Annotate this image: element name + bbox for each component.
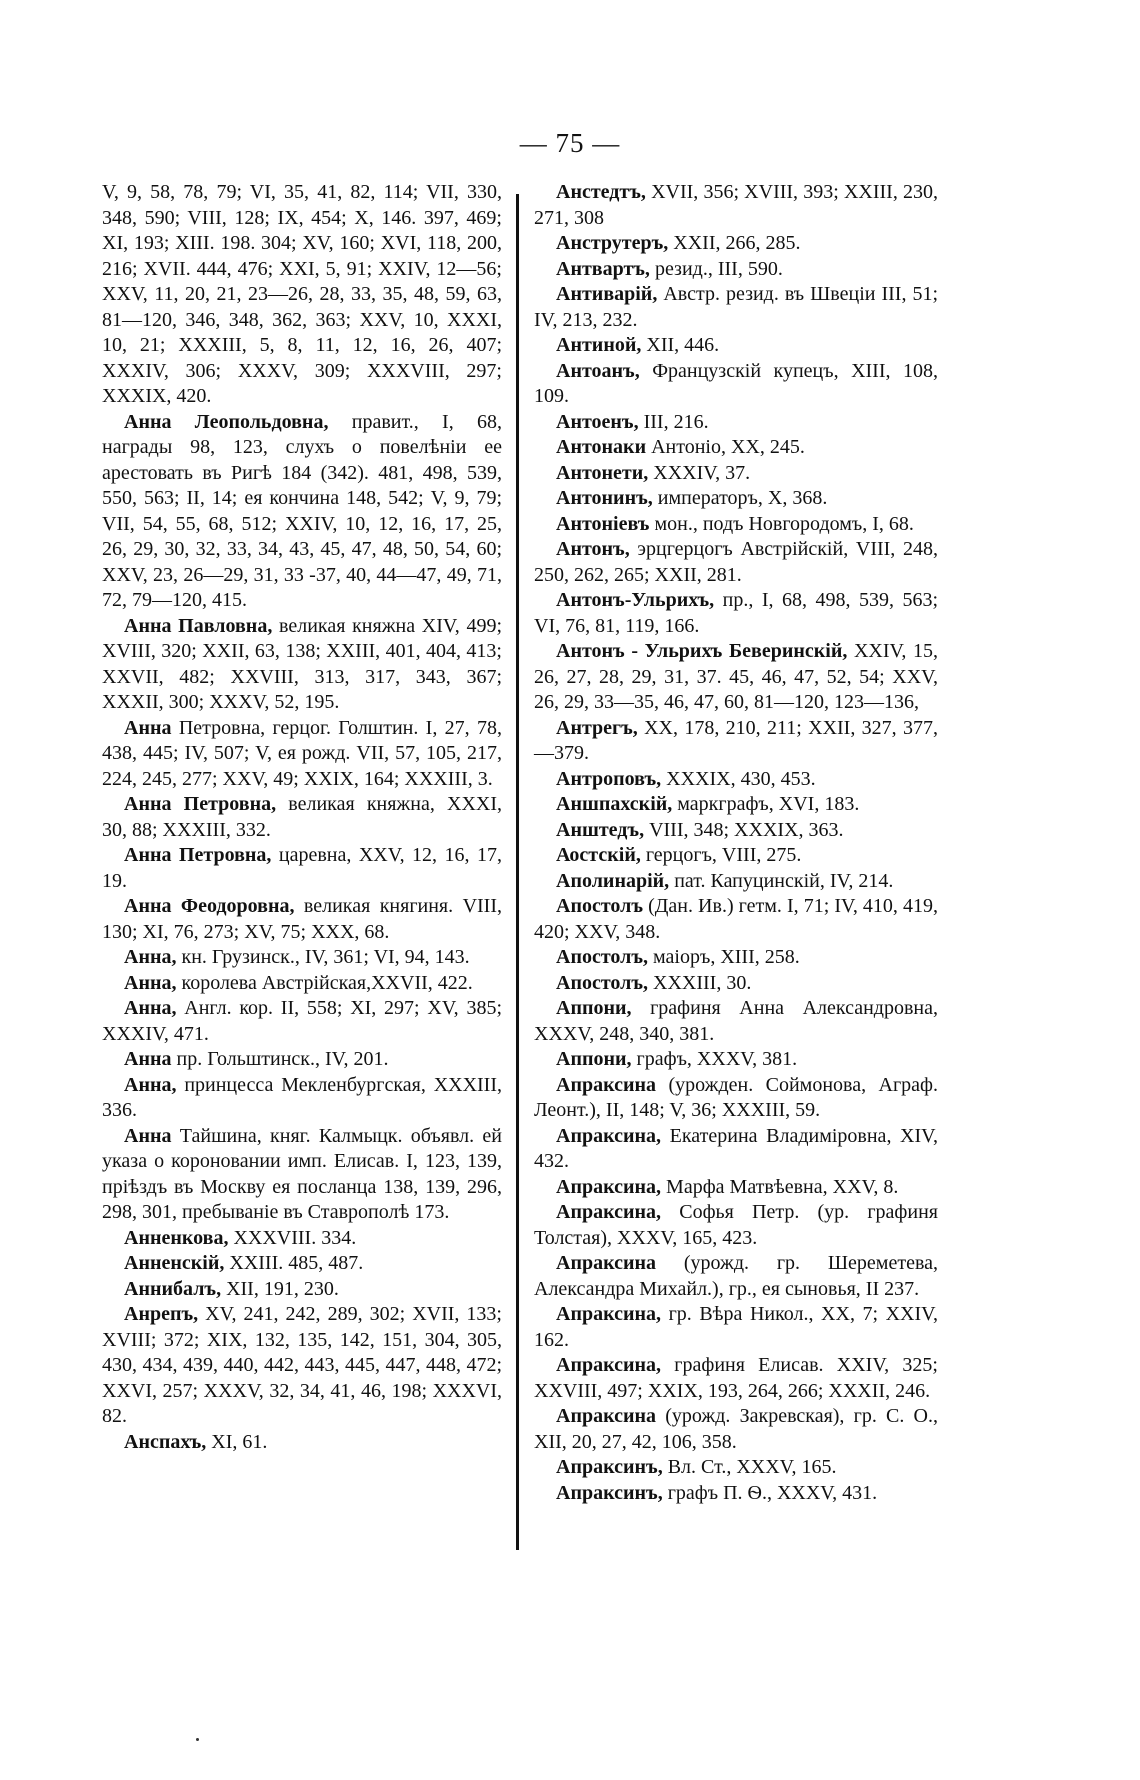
entry-headword: Аншпахскій, (556, 793, 673, 815)
entry-text: XI, 61. (206, 1430, 268, 1453)
entry-headword: Анна (124, 716, 172, 739)
entry-headword: Апраксина, (556, 1201, 662, 1223)
index-column-right (534, 180, 938, 1506)
index-entry (102, 1277, 502, 1303)
index-entry (534, 996, 938, 1047)
entry-text: маіоръ, XIII, 258. (648, 946, 800, 968)
index-entry (534, 180, 938, 231)
entry-headword: Анна (124, 1048, 172, 1070)
entry-text: пр., I, 68, 498, 539, 563; VI, 76, 81, 119, 166. (534, 589, 938, 637)
index-entry (102, 1430, 502, 1456)
entry-headword: Апраксина, (556, 1303, 662, 1325)
entry-headword: Антоенъ, (556, 410, 639, 433)
entry-headword: Анна Павловна, (124, 614, 273, 637)
entry-headword: Аостскій, (556, 844, 641, 866)
entry-text: королева Австрійская,XXVII, 422. (176, 971, 473, 994)
index-entry (534, 1124, 938, 1175)
entry-text: VIII, 348; XXXIX, 363. (644, 818, 844, 841)
entry-text: XXXIII, 30. (648, 971, 752, 994)
entry-text: XII, 446. (641, 334, 720, 356)
index-entry (102, 1073, 502, 1124)
index-entry (102, 410, 502, 614)
entry-headword: Антрегъ, (556, 716, 638, 739)
entry-headword: Анна, (124, 971, 177, 994)
entry-text: Австр. резид. въ Швеціи III, 51; IV, 213, 232. (534, 283, 938, 331)
index-entry (534, 894, 938, 945)
entry-text: графиня Елисав. XXIV, 325; XXVIII, 497; XXIX, 193, 264, 266; XXXII, 246. (534, 1354, 938, 1402)
entry-headword: Анстедтъ, (556, 181, 646, 203)
entry-headword: Антонъ - Ульрихъ Беверинскій, (556, 640, 848, 662)
entry-text: мон., подъ Новгородомъ, I, 68. (649, 512, 914, 535)
index-entry (534, 792, 938, 818)
entry-text: Французскій купецъ, XIII, 108, 109. (534, 359, 938, 407)
entry-text: великая княжна, XXXI, 30, 88; XXXIII, 332. (102, 793, 502, 841)
index-entry (102, 996, 502, 1047)
entry-text: графиня Анна Александровна, XXXV, 248, 340, 381. (534, 997, 938, 1045)
index-entry (102, 180, 502, 410)
index-entry (102, 1302, 502, 1430)
index-entry (534, 537, 938, 588)
entry-text: Марфа Матвѣевна, XXV, 8. (661, 1175, 899, 1198)
entry-headword: Аппони, (556, 1048, 632, 1070)
index-entry (534, 231, 938, 257)
entry-headword: Антвартъ, (556, 257, 650, 280)
entry-text: великая княгиня. VIII, 130; XI, 76, 273; XV, 75; XXX, 68. (102, 895, 502, 943)
index-entry (534, 1047, 938, 1073)
entry-text: маркграфъ, XVI, 183. (672, 793, 860, 815)
scan-speck (196, 1738, 199, 1741)
index-column-left (102, 180, 502, 1455)
index-entry (102, 894, 502, 945)
entry-text: XV, 241, 242, 289, 302; XVII, 133; XVIII; 372; XIX, 132, 135, 142, 151, 304, 305, 430, 434, 439, 440, 442, 443, 445, 447, 448, 472; XXVI, 257; XXXV, 32, 34, 41, 46, 198; XXXVI, 82. (102, 1303, 502, 1427)
entry-headword: Анна, (124, 997, 177, 1019)
index-entry (102, 843, 502, 894)
entry-text: великая княжна XIV, 499; XVIII, 320; XXII, 63, 138; XXIII, 401, 404, 413; XXVII, 482; XXVIII, 313, 317, 343, 367; XXXII, 300; XXXV, 52, 195. (102, 614, 502, 713)
entry-headword: Анспахъ, (124, 1430, 207, 1453)
index-entry (534, 716, 938, 767)
entry-text: правит., I, 68, награды 98, 123, слухъ о повелѣніи ее арестовать въ Ригѣ 184 (342). 481, 498, 539, 550, 563; II, 14; ея кончина 148, 542; V, 9, 79; VII, 54, 55, 68, 512; XXIV, 10, 12, 16, 17, 25, 26, 29, 30, 32, 33, 34, 43, 45, 47, 48, 50, 54, 60; XXV, 23, 26—29, 31, 33 -37, 40, 44—47, 49, 71, 72, 79—120, 415. (102, 410, 503, 611)
index-entry (102, 614, 502, 716)
entry-text: принцесса Мекленбургская, XXXIII, 336. (102, 1073, 502, 1121)
entry-text: XXXIV, 37. (648, 461, 751, 484)
entry-text: пат. Капуцинскій, IV, 214. (669, 869, 894, 892)
entry-text: резид., III, 590. (649, 257, 783, 280)
index-entry (534, 639, 938, 716)
entry-text: Антоніо, XX, 245. (646, 436, 805, 458)
entry-text: Екатерина Владиміровна, XIV, 432. (534, 1124, 938, 1172)
entry-headword: Антонаки (556, 436, 647, 458)
index-entry (534, 486, 938, 512)
entry-headword: Антонъ-Ульрихъ, (556, 589, 715, 611)
index-entry (534, 333, 938, 359)
entry-text: пр. Гольштинск., IV, 201. (171, 1048, 389, 1070)
index-entry (534, 282, 938, 333)
entry-headword: Анна, (124, 946, 177, 968)
entry-headword: Анна Петровна, (124, 793, 277, 815)
index-entry (102, 1047, 502, 1073)
entry-headword: Анна Леопольдовна, (124, 410, 329, 433)
entry-text: XVII, 356; XVIII, 393; XXIII, 230, 271, 308 (534, 181, 938, 229)
index-entry (534, 257, 938, 283)
entry-headword: Апраксинъ, (556, 1456, 663, 1478)
entry-headword: Апраксинъ, (556, 1481, 663, 1504)
entry-headword: Аннибалъ, (124, 1277, 222, 1300)
entry-text: Петровна, герцог. Голштин. I, 27, 78, 438, 445; IV, 507; V, ея рожд. VII, 57, 105, 217, 224, 245, 277; XXV, 49; XXIX, 164; XXXIII, 3. (102, 716, 502, 790)
entry-text: Вл. Ст., XXXV, 165. (662, 1456, 837, 1478)
entry-headword: Апраксина, (556, 1124, 662, 1147)
entry-text: герцогъ, VIII, 275. (640, 844, 802, 866)
entry-headword: Антонети, (556, 461, 649, 484)
entry-headword: Анна, (124, 1073, 177, 1096)
entry-headword: Апраксина (556, 1405, 657, 1427)
index-entry (102, 792, 502, 843)
index-entry (102, 1226, 502, 1252)
index-entry (102, 945, 502, 971)
column-divider (516, 194, 519, 1550)
index-entry (534, 410, 938, 436)
entry-text: кн. Грузинск., IV, 361; VI, 94, 143. (176, 946, 470, 968)
index-entry (102, 1124, 502, 1226)
entry-headword: Анштедъ, (556, 818, 645, 841)
entry-headword: Апраксина, (556, 1354, 662, 1376)
entry-text: XXIV, 15, 26, 27, 28, 29, 31, 37. 45, 46, 47, 52, 54; XXV, 26, 29, 33—35, 46, 47, 60, 81—120, 123—136, (534, 640, 938, 713)
index-entry (534, 1302, 938, 1353)
entry-headword: Антроповъ, (556, 767, 662, 790)
index-entry (534, 1481, 938, 1507)
entry-text: императоръ, X, 368. (652, 487, 828, 509)
entry-text: гр. Вѣра Никол., XX, 7; XXIV, 162. (534, 1303, 938, 1351)
entry-text: (урожд. Закревская), гр. С. О., XII, 20, 27, 42, 106, 358. (534, 1405, 938, 1453)
entry-headword: Анна (124, 1124, 172, 1147)
entry-headword: Антоанъ, (556, 359, 640, 382)
entry-text: графъ, XXXV, 381. (631, 1048, 798, 1070)
entry-text: Англ. кор. II, 558; XI, 297; XV, 385; XXXIV, 471. (102, 997, 502, 1045)
index-entry (534, 945, 938, 971)
entry-headword: Антоніевъ (556, 512, 650, 535)
entry-text: графъ П. Ѳ., XXXV, 431. (662, 1481, 878, 1504)
index-entry (534, 1175, 938, 1201)
index-entry (534, 435, 938, 461)
index-entry (534, 588, 938, 639)
index-entry (534, 1353, 938, 1404)
index-entry (534, 869, 938, 895)
index-entry (534, 1251, 938, 1302)
entry-headword: Анненкова, (124, 1226, 229, 1249)
entry-text: (урожден. Соймонова, Аграф. Леонт.), II, 148; V, 36; XXXIII, 59. (534, 1073, 938, 1121)
entry-text: XXII, 266, 285. (668, 232, 801, 254)
index-entry (534, 1455, 938, 1481)
entry-headword: Апостолъ, (556, 946, 649, 968)
entry-text: царевна, XXV, 12, 16, 17, 19. (102, 844, 502, 892)
entry-text: (урожд. гр. Шереметева, Александра Михайл.), гр., ея сыновья, II 237. (534, 1252, 938, 1300)
entry-text: XXXIX, 430, 453. (661, 767, 816, 790)
index-entry (102, 1251, 502, 1277)
page-number: — 75 — (519, 128, 621, 158)
entry-headword: Антонинъ, (556, 487, 653, 509)
entry-headword: Антиной, (556, 334, 642, 356)
entry-headword: Апостолъ, (556, 971, 649, 994)
index-entry (534, 971, 938, 997)
index-entry (534, 359, 938, 410)
index-entry (534, 1404, 938, 1455)
entry-headword: Аполинарій, (556, 869, 670, 892)
index-entry (534, 461, 938, 487)
entry-headword: Аппони, (556, 997, 632, 1019)
entry-text: XII, 191, 230. (221, 1277, 339, 1300)
entry-headword: Анненскій, (124, 1252, 225, 1274)
index-entry (534, 512, 938, 538)
entry-text: Тайшина, княг. Калмыцк. объявл. ей указа о короновании имп. Елисав. I, 123, 139, пріѣздъ въ Москву ея посланца 138, 139, 296, 298, 301, пребываніе въ Ставрополѣ 173. (102, 1124, 502, 1223)
entry-text: XX, 178, 210, 211; XXII, 327, 377,—379. (534, 716, 938, 764)
entry-headword: Анрепъ, (124, 1303, 199, 1325)
index-entry (534, 818, 938, 844)
entry-text: III, 216. (638, 410, 709, 433)
index-entry (534, 767, 938, 793)
entry-text: XXIII. 485, 487. (224, 1252, 364, 1274)
index-entry (102, 716, 502, 793)
entry-text: Софья Петр. (ур. графиня Толстая), XXXV, 165, 423. (534, 1201, 938, 1249)
entry-headword: Антонъ, (556, 538, 630, 560)
entry-headword: Антиварій, (556, 283, 658, 305)
index-entry (534, 1073, 938, 1124)
entry-text: (Дан. Ив.) гетм. I, 71; IV, 410, 419, 420; XXV, 348. (534, 895, 938, 943)
entry-headword: Апостолъ (556, 895, 644, 917)
entry-headword: Апраксина (556, 1073, 657, 1096)
index-entry (534, 843, 938, 869)
entry-text: V, 9, 58, 78, 79; VI, 35, 41, 82, 114; VII, 330, 348, 590; VIII, 128; IX, 454; X, 146. 397, 469; XI, 193; XIII. 198. 304; XV, 160; XVI, 118, 200, 216; XVII. 444, 476; XXI, 5, 91; XXIV, 12—56; XXV, 11, 20, 21, 23—26, 28, 33, 35, 48, 59, 63, 81—120, 346, 348, 362, 363; XXV, 10, XXXI, 10, 21; XXXIII, 5, 8, 11, 12, 16, 26, 407; XXXIV, 306; XXXV, 309; XXXVIII, 297; XXXIX, 420. (102, 181, 502, 407)
entry-headword: Анструтеръ, (556, 232, 669, 254)
entry-headword: Апраксина, (556, 1175, 662, 1198)
index-entry (102, 971, 502, 997)
entry-headword: Анна Феодоровна, (124, 895, 295, 917)
index-entry (534, 1200, 938, 1251)
entry-headword: Анна Петровна, (124, 844, 272, 866)
entry-headword: Апраксина (556, 1252, 657, 1274)
entry-text: XXXVIII. 334. (228, 1226, 357, 1249)
entry-text: эрцгерцогъ Австрійскій, VIII, 248, 250, 262, 265; XXII, 281. (534, 538, 938, 586)
